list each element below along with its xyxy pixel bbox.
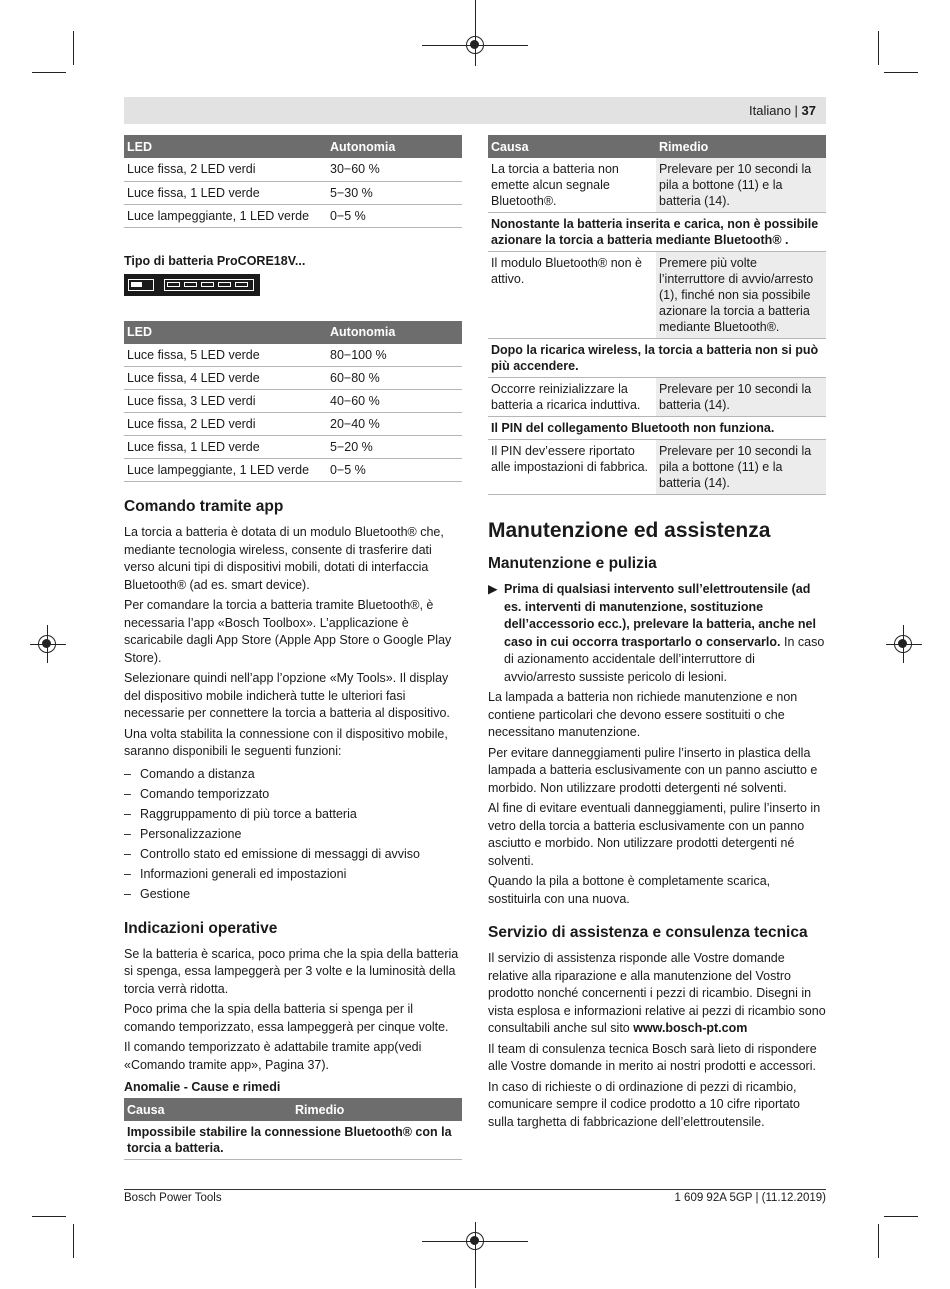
registration-mark-icon (894, 635, 912, 653)
page-number: 37 (801, 103, 816, 118)
cause-cell: Il PIN dev’essere riportato alle impostazioni di fabbrica. (488, 440, 656, 495)
table-row (488, 339, 826, 378)
remedy-cell: Prelevare per 10 secondi la pila a bottone (11) e la batteria (14). (656, 440, 826, 495)
paragraph: Selezionare quindi nell’app l’opzione «My Tools». Il display del dispositivo mobile indicherà tutte le ulteriori fasi necessarie per connettere la torcia a batteria al dispositivo. (124, 671, 450, 720)
paragraph: La lampada a batteria non richiede manutenzione e non contiene particolari che devono essere sostituiti o che necessitano manutenzione. (488, 690, 798, 739)
list-item: – Raggruppamento di più torce a batteria (124, 804, 462, 824)
table-cell: 5−20 % (327, 436, 462, 459)
table-cell: Luce fissa, 2 LED verdi (124, 158, 327, 181)
remedy-cell: Prelevare per 10 secondi la batteria (14). (656, 378, 826, 417)
table-row (124, 367, 462, 390)
functions-list (124, 764, 462, 904)
table-row (488, 440, 826, 495)
table-row (124, 1121, 462, 1160)
list-item: – Controllo stato ed emissione di messaggi di avviso (124, 844, 462, 864)
table-header-cause: Causa (488, 135, 656, 158)
maintenance-title: Manutenzione ed assistenza (488, 519, 771, 542)
table-cell: 0−5 % (327, 204, 462, 227)
service-text: Il servizio di assistenza risponde alle Vostre domande relative alla riparazione e alla manutenzione del Vostro prodotto nonché concernenti i pezzi di ricambio. Disegni in vista esplosa e informazioni relative ai pezzi di ricambio sono consultabili anche sul sito (488, 951, 826, 1035)
table-cell: 30−60 % (327, 158, 462, 181)
paragraph: Poco prima che la spia della batteria si spenga per il comando temporizzato, essa lampeggerà per cinque volte. (124, 1002, 449, 1034)
crop-mark (878, 31, 879, 65)
table-header-autonomy: Autonomia (327, 135, 462, 158)
warning-item (488, 581, 826, 686)
cause-cell: Occorre reinizializzare la batteria a ricarica induttiva. (488, 378, 656, 417)
registration-mark-icon (466, 36, 484, 54)
table-header-led: LED (124, 321, 327, 344)
header-text: Italiano | 37 (749, 103, 816, 118)
operative-heading: Indicazioni operative (124, 919, 278, 937)
table-row (124, 390, 462, 413)
paragraph: Se la batteria è scarica, poco prima che la spia della batteria si spenga, essa lampeggerà per 3 volte e la luminosità della torcia verrà ridotta. (124, 946, 459, 996)
table-row (124, 181, 462, 204)
paragraph: La torcia a batteria è dotata di un modulo Bluetooth® che, mediante tecnologia wireless, consente di trasferire dati verso alcuni tipi di dispositivi mobili, dotati di interfaccia Bluetooth® (ad es. smart device). (124, 525, 444, 592)
table-row (488, 417, 826, 440)
warning-bold-text: Prima di qualsiasi intervento sull’elettroutensile (ad es. interventi di manutenzione, sostituzione dell’accessorio ecc.), prelevare la batteria, anche nel caso in cui occorra trasportarlo o conservarlo. (504, 582, 816, 649)
table-row (124, 158, 462, 181)
paragraph: Quando la pila a bottone è completamente scarica, sostituirla con una nuova. (488, 874, 771, 906)
registration-mark-icon (466, 1232, 484, 1250)
paragraph: Il comando temporizzato è adattabile tramite app(vedi «Comando tramite app», Pagina 37). (124, 1040, 422, 1072)
cause-cell: La torcia a batteria non emette alcun segnale Bluetooth®. (488, 158, 656, 213)
table-section-row: Nonostante la batteria inserita e carica, non è possibile azionare la torcia a batteria mediante Bluetooth® . (488, 213, 826, 252)
list-item: – Comando temporizzato (124, 784, 462, 804)
crop-mark (32, 1216, 66, 1217)
battery-type-label: Tipo di batteria ProCORE18V... (124, 253, 306, 268)
table-header-autonomy: Autonomia (327, 321, 462, 344)
paragraph: Il team di consulenza tecnica Bosch sarà lieto di rispondere alle Vostre domande in merito ai nostri prodotti e accessori. (488, 1041, 817, 1073)
table-cell: Luce fissa, 2 LED verdi (124, 413, 327, 436)
table-cell: 40−60 % (327, 390, 462, 413)
table-row (124, 459, 462, 482)
table-cell: Luce fissa, 1 LED verde (124, 436, 327, 459)
table-cell: Luce fissa, 1 LED verde (124, 181, 327, 204)
table-cell: Luce fissa, 5 LED verde (124, 344, 327, 367)
header-language: Italiano (749, 103, 791, 118)
list-item: – Informazioni generali ed impostazioni (124, 864, 462, 884)
paragraph: Al fine di evitare eventuali danneggiamenti, pulire l’inserto in vetro della torcia a batteria esclusivamente con un panno asciutto e morbido. Non utilizzare prodotti detergenti né solventi. (488, 801, 821, 868)
table-row (488, 252, 826, 339)
table-row (124, 436, 462, 459)
crop-mark (73, 1224, 74, 1258)
table-cell: Luce fissa, 4 LED verde (124, 367, 327, 390)
list-item: – Gestione (124, 884, 462, 904)
table-cell: 80−100 % (327, 344, 462, 367)
table-header-led: LED (124, 135, 327, 158)
crop-mark (73, 31, 74, 65)
registration-line (475, 0, 476, 66)
paragraph: Una volta stabilita la connessione con il dispositivo mobile, saranno disponibili le seguenti funzioni: (124, 726, 448, 758)
table-row (124, 413, 462, 436)
page-header (124, 97, 826, 124)
cleaning-heading: Manutenzione e pulizia (488, 555, 657, 572)
table-cell: 60−80 % (327, 367, 462, 390)
triangle-right-icon: ▶ (488, 582, 498, 596)
right-column (488, 135, 826, 1134)
table-section-row: Impossibile stabilire la connessione Bluetooth® con la torcia a batteria. (124, 1121, 462, 1160)
table-cell: Luce fissa, 3 LED verdi (124, 390, 327, 413)
crop-mark (878, 1224, 879, 1258)
table-section-row: Il PIN del collegamento Bluetooth non funziona. (488, 417, 826, 440)
table-header-remedy: Rimedio (292, 1098, 462, 1121)
footer-divider (124, 1189, 826, 1190)
list-item: – Personalizzazione (124, 824, 462, 844)
app-control-heading: Comando tramite app (124, 498, 284, 515)
remedy-cell: Premere più volte l’interruttore di avvio/arresto (1), finché non sia possibile azionare la torcia a batteria mediante Bluetooth®. (656, 252, 826, 339)
table-row (488, 378, 826, 417)
troubleshooting-table (488, 135, 826, 495)
anomalies-heading: Anomalie - Cause e rimedi (124, 1080, 281, 1094)
footer-product-code: 1 609 92A 5GP | (11.12.2019) (674, 1192, 826, 1204)
table-row (124, 204, 462, 227)
battery-indicator-icon (124, 274, 260, 296)
led-autonomy-table-1 (124, 135, 462, 228)
table-cell: Luce lampeggiante, 1 LED verde (124, 204, 327, 227)
crop-mark (884, 72, 918, 73)
paragraph: In caso di richieste o di ordinazione di pezzi di ricambio, comunicare sempre il codice prodotto a 10 cifre riportato sulla targhetta di fabbricazione dell’elettroutensile. (488, 1079, 800, 1129)
table-header-cause: Causa (124, 1098, 292, 1121)
table-cell: 0−5 % (327, 459, 462, 482)
list-item: – Comando a distanza (124, 764, 462, 784)
table-row (124, 344, 462, 367)
paragraph (488, 950, 826, 1038)
service-heading: Servizio di assistenza e consulenza tecnica (488, 924, 808, 941)
table-header-remedy: Rimedio (656, 135, 826, 158)
crop-mark (32, 72, 66, 73)
crop-mark (884, 1216, 918, 1217)
paragraph: Per comandare la torcia a batteria tramite Bluetooth®, è necessaria l’app «Bosch Toolbox». L’applicazione è scaricabile dagli App Store (Apple App Store o Google Play Store). (124, 598, 452, 665)
table-row (488, 158, 826, 213)
service-url-link[interactable]: www.bosch-pt.com (633, 1021, 748, 1035)
footer-brand: Bosch Power Tools (124, 1192, 222, 1204)
table-row (488, 213, 826, 252)
warning-text: In caso di azionamento accidentale dell’interruttore di avvio/arresto sussiste pericolo di lesioni. (504, 634, 825, 684)
left-column (124, 135, 462, 1160)
registration-mark-icon (38, 635, 56, 653)
cause-cell: Il modulo Bluetooth® non è attivo. (488, 252, 656, 339)
anomalies-table (124, 1098, 462, 1160)
table-cell: 5−30 % (327, 181, 462, 204)
remedy-cell: Prelevare per 10 secondi la pila a bottone (11) e la batteria (14). (656, 158, 826, 213)
table-cell: 20−40 % (327, 413, 462, 436)
table-cell: Luce lampeggiante, 1 LED verde (124, 459, 327, 482)
led-autonomy-table-2 (124, 321, 462, 483)
paragraph: Per evitare danneggiamenti pulire l’inserto in plastica della lampada a batteria esclusivamente con un panno asciutto e morbido. Non utilizzare prodotti detergenti né solventi. (488, 745, 818, 795)
table-section-row: Dopo la ricarica wireless, la torcia a batteria non si può più accendere. (488, 339, 826, 378)
